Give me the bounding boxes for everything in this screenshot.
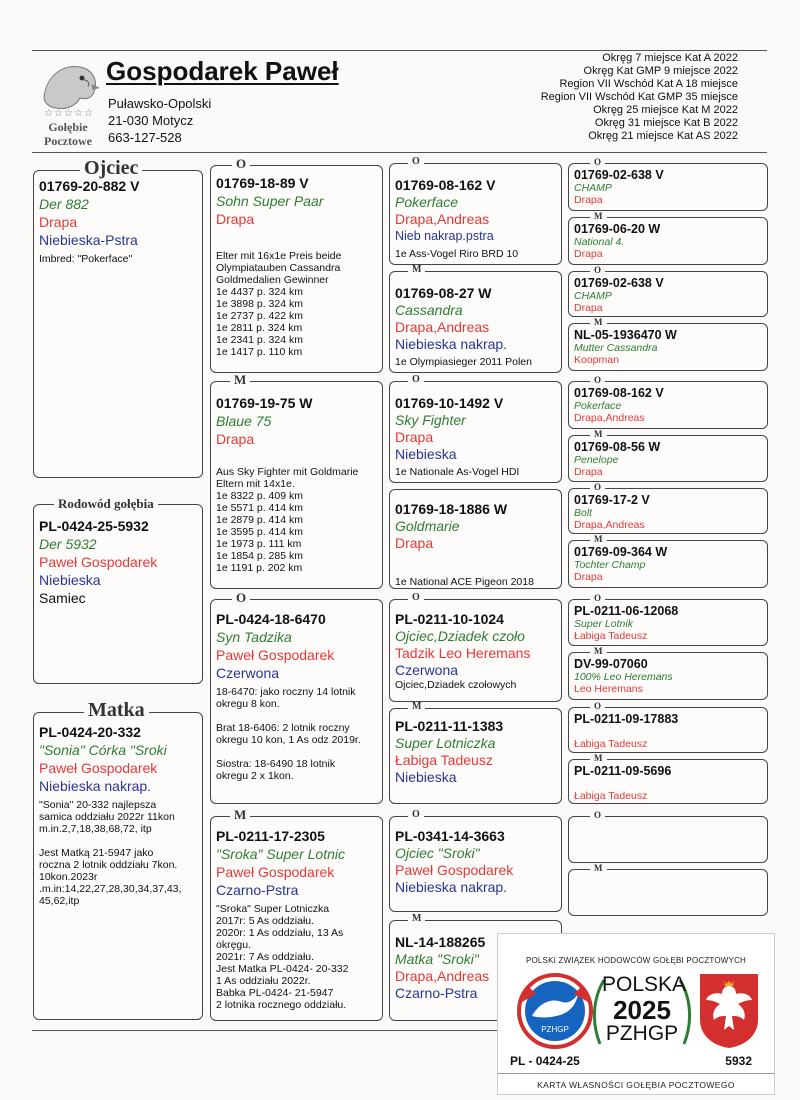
award-line: Region VII Wschód Kat GMP 35 miejsce [540, 91, 738, 103]
ffm-breeder: Drapa,Andreas [395, 319, 490, 335]
fff-ring: 01769-08-162 V [395, 177, 496, 193]
fm-label: M [230, 373, 250, 386]
mfm-color: Niebieska [395, 769, 457, 785]
award-line: Region VII Wschód Kat A 18 miejsce [559, 78, 738, 90]
card-ring-number: 5932 [725, 1054, 752, 1068]
mff-label: O [408, 593, 424, 603]
ffm-color: Niebieska nakrap. [395, 336, 508, 352]
mff-name: Ojciec,Dziadek czoło [395, 628, 525, 644]
pzhgp-logo-text: PZHGP [541, 1025, 569, 1034]
g4-label: O [590, 702, 605, 711]
mf-ring: PL-0424-18-6470 [216, 611, 326, 627]
mmf-box [389, 816, 562, 912]
mm-color: Czarno-Pstra [216, 882, 299, 898]
fmm-ring: 01769-18-1886 W [395, 501, 508, 517]
mother-breeder: Paweł Gospodarek [39, 760, 158, 776]
g4-label: O [590, 158, 605, 167]
owner-region: Puławsko-Opolski [108, 96, 212, 111]
g4-label: M [590, 430, 607, 439]
mother-notes: "Sonia" 20-332 najlepsza samica oddziału 2022r 11kon m.in.2,7,18,38,68,72, itp Jest Matką 21-5947 jako roczna 2 lotnik oddziału 7kon. 10kon.2023r .m.in:14,22,27,28,30,34,37,43, 45,62,itp [39, 799, 182, 907]
g4-label: M [590, 318, 607, 327]
mother-ring: PL-0424-20-332 [39, 724, 141, 740]
mother-name: "Sonia" Córka "Sroki [39, 742, 167, 758]
g4-box: PL-0211-06-12068 Super Lotnik Łabiga Tadeusz [568, 599, 768, 646]
g4-label: O [590, 483, 605, 492]
fm-breeder: Drapa [216, 431, 255, 447]
ffm-note: 1e Olympiasieger 2011 Polen [395, 356, 532, 368]
card-title: KARTA WŁASNOŚCI GOŁĘBIA POCZTOWEGO [537, 1080, 735, 1090]
ff-name: Sohn Super Paar [216, 193, 324, 209]
g4-box: 01769-08-56 W Penelope Drapa [568, 435, 768, 482]
ownership-card [497, 933, 775, 1095]
awards-list [541, 52, 738, 143]
fff-color: Nieb nakrap.pstra [395, 229, 494, 243]
g4-label: M [590, 864, 607, 873]
g4-box: 01769-02-638 V CHAMP Drapa [568, 271, 768, 317]
owner-phone: 663-127-528 [108, 130, 182, 145]
card-country: POLSKA [602, 973, 687, 996]
fmm-box [389, 489, 562, 589]
father-box [33, 170, 203, 478]
g4-label: M [590, 212, 607, 221]
mmm-ring: NL-14-188265 [395, 934, 486, 950]
card-org: PZHGP [605, 1022, 679, 1045]
polish-eagle-icon [696, 970, 762, 1050]
mm-notes: "Sroka" Super Lotniczka 2017r: 5 As oddziału. 2020r: 1 As oddziału, 13 As okręgu. 2021r: 7 As oddziału. Jest Matka PL-0424- 20-332 1 As oddziału 2022r. Babka PL-0424- 21-5947 2 lotnika rocznego oddziału. [216, 903, 349, 1011]
card-divider [498, 1073, 774, 1074]
fmm-name: Goldmarie [395, 518, 460, 534]
mmf-breeder: Paweł Gospodarek [395, 862, 514, 878]
g4-box: 01769-17-2 V Bolt Drapa,Andreas [568, 488, 768, 534]
mfm-box [389, 708, 562, 804]
pigeon-name: Der 5932 [39, 536, 97, 552]
father-note: Imbred: "Pokerface" [39, 253, 133, 265]
ff-breeder: Drapa [216, 211, 255, 227]
award-line: Okręg Kat GMP 9 miejsce 2022 [583, 65, 738, 77]
fmf-color: Niebieska [395, 446, 457, 462]
fmf-note: 1e Nationale As-Vogel HDI [395, 466, 520, 478]
mfm-ring: PL-0211-11-1383 [395, 718, 504, 734]
mmf-color: Niebieska nakrap. [395, 879, 508, 895]
mf-notes: 18-6470: jako roczny 14 lotnik okregu 8 kon. Brat 18-6406: 2 lotnik roczny okregu 10 kon, 1 As odz 2019r. Siostra: 18-6490 18 lotnik okregu 2 x 1kon. [216, 686, 361, 782]
fmf-name: Sky Fighter [395, 412, 466, 428]
mmm-label: M [408, 914, 425, 924]
father-ring: 01769-20-882 V [39, 178, 140, 194]
fm-name: Blaue 75 [216, 413, 272, 429]
g4-box: 01769-02-638 V CHAMP Drapa [568, 163, 768, 211]
fmf-box [389, 381, 562, 483]
fmm-breeder: Drapa [395, 535, 434, 551]
mmm-name: Matka "Sroki" [395, 951, 479, 967]
mm-name: "Sroka" Super Lotnic [216, 846, 346, 862]
g4-label: O [590, 266, 605, 275]
fff-name: Pokerface [395, 194, 459, 210]
pigeon-ring: PL-0424-25-5932 [39, 518, 149, 534]
award-line: Okręg 31 miejsce Kat B 2022 [594, 117, 738, 129]
g4-box: NL-05-1936470 W Mutter Cassandra Koopman [568, 323, 768, 371]
mff-breeder: Tadzik Leo Heremans [395, 645, 531, 661]
g4-box: 01769-08-162 V Pokerface Drapa,Andreas [568, 381, 768, 429]
owner-address: 21-030 Motycz [108, 113, 194, 128]
ffm-name: Cassandra [395, 302, 463, 318]
g4-label: M [590, 535, 607, 544]
mf-box [210, 599, 383, 804]
award-line: Okręg 7 miejsce Kat A 2022 [602, 52, 738, 64]
card-ring-prefix: PL - 0424-25 [510, 1054, 580, 1068]
father-label: Ojciec [80, 158, 142, 178]
mother-color: Niebieska nakrap. [39, 778, 152, 794]
mmm-color: Czarno-Pstra [395, 985, 478, 1001]
fm-ring: 01769-19-75 W [216, 395, 313, 411]
fmf-ring: 01769-10-1492 V [395, 395, 504, 411]
mmm-breeder: Drapa,Andreas [395, 968, 490, 984]
fmf-label: O [408, 375, 424, 385]
mff-color: Czerwona [395, 662, 459, 678]
fff-breeder: Drapa,Andreas [395, 211, 490, 227]
footer-rule [32, 1030, 497, 1031]
g4-label: O [590, 594, 605, 603]
mm-box [210, 816, 383, 1021]
fmm-note: 1e National ACE Pigeon 2018 [395, 576, 534, 588]
fff-note: 1e Ass-Vogel Riro BRD 10 [395, 248, 519, 260]
ff-label: O [232, 157, 250, 170]
fff-box [389, 163, 562, 265]
ff-box [210, 165, 383, 373]
logo-stars: ☆☆☆☆☆ [44, 108, 94, 119]
mfm-label: M [408, 702, 425, 712]
g4-box: PL-0211-09-5696 Łabiga Tadeusz [568, 759, 768, 804]
ff-notes: Elter mit 16x1e Preis beide Olympiatauben Cassandra Goldmedalien Gewinner 1e 4437 p. 324 km 1e 3898 p. 324 km 1e 2737 p. 422 km 1e 2811 p. 324 km 1e 2341 p. 324 km 1e 1417 p. 110 km [216, 250, 342, 358]
mother-box [33, 712, 203, 1020]
ffm-label: M [408, 265, 425, 275]
mmf-ring: PL-0341-14-3663 [395, 828, 505, 844]
mmf-label: O [408, 810, 424, 820]
pigeon-color: Niebieska [39, 572, 101, 588]
mf-color: Czerwona [216, 665, 280, 681]
mff-ring: PL-0211-10-1024 [395, 611, 504, 627]
mother-label: Matka [84, 700, 149, 720]
card-org-name: POLSKI ZWIĄZEK HODOWCÓW GOŁĘBI POCZTOWYCH [525, 956, 747, 965]
g4-box [568, 869, 768, 916]
g4-label: M [590, 754, 607, 763]
g4-box: DV-99-07060 100% Leo Heremans Leo Heremans [568, 652, 768, 700]
g4-box [568, 816, 768, 863]
logo-text: Gołębie Pocztowe [44, 120, 92, 148]
header-top-rule [32, 50, 767, 51]
fmf-breeder: Drapa [395, 429, 434, 445]
fff-label: O [408, 157, 424, 167]
g4-box: PL-0211-09-17883 Łabiga Tadeusz [568, 707, 768, 753]
mff-box [389, 599, 562, 702]
g4-box: 01769-09-364 W Tochter Champ Drapa [568, 540, 768, 588]
card-year: 2025 [613, 995, 671, 1025]
g4-label: O [590, 811, 605, 820]
mm-label: M [230, 808, 250, 821]
mf-name: Syn Tadzika [216, 629, 292, 645]
father-breeder: Drapa [39, 214, 78, 230]
father-name: Der 882 [39, 196, 89, 212]
mm-breeder: Paweł Gospodarek [216, 864, 335, 880]
ff-ring: 01769-18-89 V [216, 175, 309, 191]
pigeon-box [33, 504, 203, 684]
mmf-name: Ojciec "Sroki" [395, 845, 480, 861]
mfm-breeder: Łabiga Tadeusz [395, 752, 493, 768]
pzhgp-logo-icon [516, 972, 594, 1050]
ffm-ring: 01769-08-27 W [395, 285, 492, 301]
ffm-box [389, 271, 562, 373]
fm-notes: Aus Sky Fighter mit Goldmarie Eltern mit 14x1e. 1e 8322 p. 409 km 1e 5571 p. 414 km 1e 2879 p. 414 km 1e 3595 p. 414 km 1e 1973 p. 111 km 1e 1854 p. 285 km 1e 1191 p. 202 km [216, 466, 359, 574]
award-line: Okręg 21 miejsce Kat AS 2022 [588, 130, 738, 142]
owner-name: Gospodarek Paweł [106, 56, 339, 86]
award-line: Okręg 25 miejsce Kat M 2022 [593, 104, 738, 116]
pedigree-label: Rodowód gołębia [54, 497, 158, 510]
mf-label: O [232, 591, 250, 604]
mm-ring: PL-0211-17-2305 [216, 828, 325, 844]
pigeon-breeder: Paweł Gospodarek [39, 554, 158, 570]
g4-label: M [590, 647, 607, 656]
header-bottom-rule [32, 152, 767, 153]
mfm-name: Super Lotniczka [395, 735, 496, 751]
father-color: Niebieska-Pstra [39, 232, 138, 248]
pigeon-sex: Samiec [39, 590, 86, 606]
g4-label: O [590, 376, 605, 385]
g4-box: 01769-06-20 W National 4. Drapa [568, 217, 768, 265]
fm-box [210, 381, 383, 589]
mff-note: Ojciec,Dziadek czołowych [395, 679, 517, 691]
mf-breeder: Paweł Gospodarek [216, 647, 335, 663]
